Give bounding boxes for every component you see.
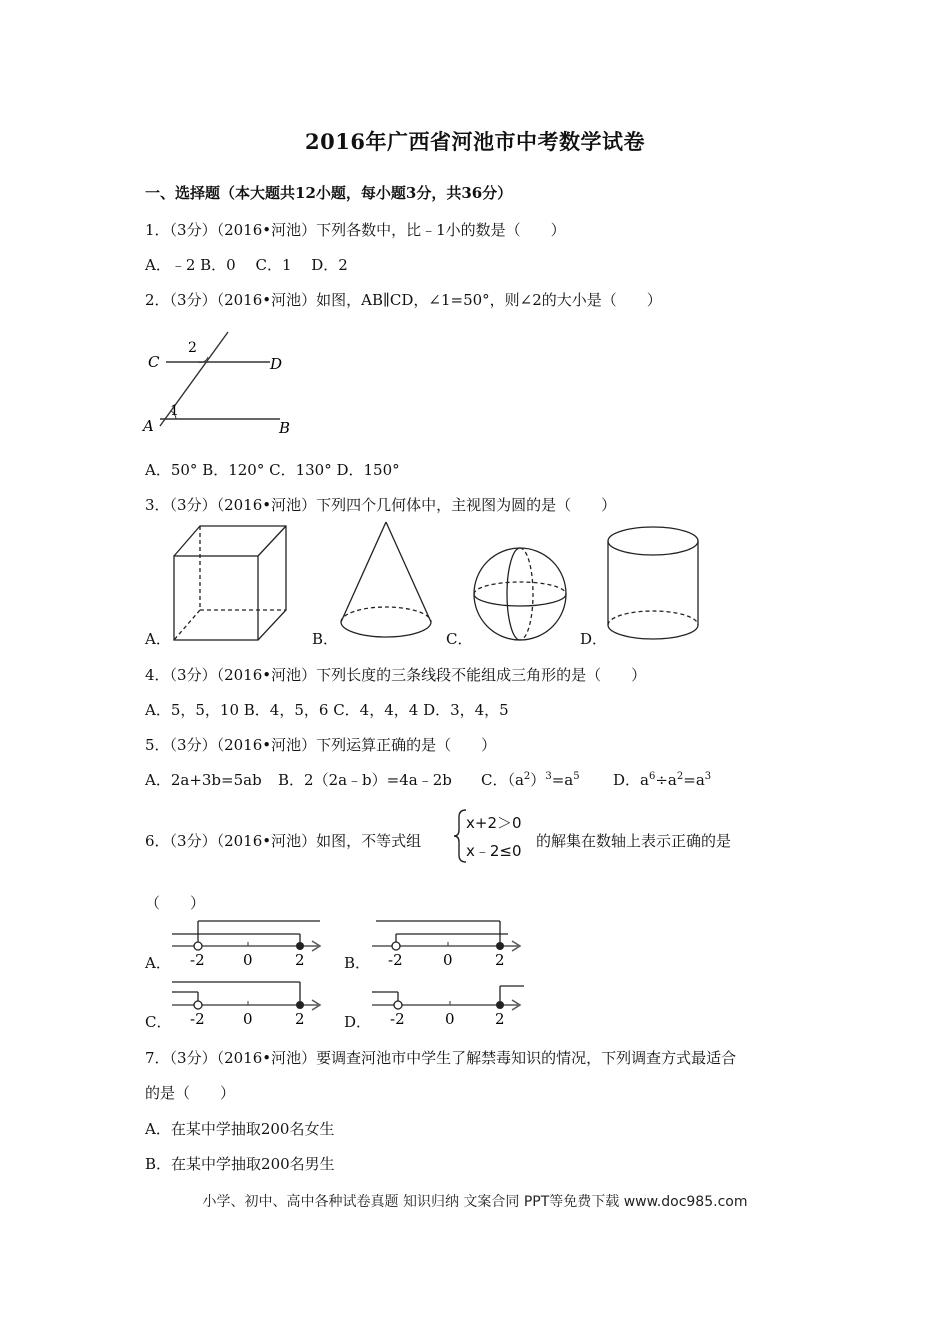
inequality-2: x﹣2≤0 [466, 842, 522, 860]
q5-option-b: B．2（2a﹣b）=4a﹣2b [278, 771, 452, 789]
question-5-stem: 5．（3分）（2016•河池）下列运算正确的是（ ） [145, 736, 497, 754]
cone-shape [341, 522, 431, 637]
inequality-1: x+2＞0 [466, 814, 522, 832]
q5-option-a: A．2a+3b=5ab [145, 771, 262, 789]
sphere-shape [474, 548, 566, 640]
question-4-options: A．5，5，10 B．4，5，6 C．4，4，4 D．3，4，5 [145, 701, 509, 719]
svg-text:-2: -2 [388, 951, 403, 967]
q3-label-b: B． [312, 630, 339, 648]
q6-label-d: D． [344, 1013, 372, 1031]
question-7-option-a: A．在某中学抽取200名女生 [145, 1120, 335, 1138]
svg-text:-2: -2 [190, 1010, 205, 1026]
question-6-stem-post: 的解集在数轴上表示正确的是 [536, 832, 732, 850]
label-b: B [279, 419, 291, 437]
q6-label-a: A． [145, 954, 171, 972]
svg-text:2: 2 [495, 1010, 505, 1026]
q6-label-c: C． [145, 1013, 172, 1031]
section-heading: 一、选择题（本大题共12小题，每小题3分，共36分） [145, 184, 513, 202]
question-2-stem: 2．（3分）（2016•河池）如图，AB∥CD，∠1=50°，则∠2的大小是（ ） [145, 291, 662, 309]
label-d: D [270, 355, 283, 373]
q5-option-c: C．$(a^2)^3=a^5$ [481, 771, 580, 789]
page-title: 2016年广西省河池市中考数学试卷 [305, 129, 645, 154]
cylinder-shape [608, 527, 698, 639]
label-c: C [148, 353, 160, 371]
svg-text:0: 0 [243, 951, 253, 967]
angle-1-label: 1 [170, 403, 179, 419]
cube-shape [174, 526, 286, 640]
question-2-options: A．50° B．120° C．130° D．150° [145, 461, 400, 479]
q3-label-c: C． [446, 630, 473, 648]
solids-figure [170, 520, 720, 645]
svg-text:0: 0 [445, 1010, 455, 1026]
question-1-stem: 1．（3分）（2016•河池）下列各数中，比﹣1小的数是（ ） [145, 221, 566, 239]
svg-text:2: 2 [295, 951, 305, 967]
svg-text:2: 2 [495, 951, 505, 967]
number-line-d [368, 974, 528, 1026]
number-line-a [168, 915, 328, 967]
q5-option-d: D．$a^6\div a^2=a^3$ [613, 771, 712, 789]
question-4-stem: 4．（3分）（2016•河池）下列长度的三条线段不能组成三角形的是（ ） [145, 666, 647, 684]
question-6-paren: （ ） [145, 894, 206, 912]
question-7-stem-line1: 7．（3分）（2016•河池）要调查河池市中学生了解禁毒知识的情况，下列调查方式最适合 [145, 1049, 737, 1067]
question-7-stem-line2: 的是（ ） [145, 1084, 236, 1102]
svg-text:2: 2 [295, 1010, 305, 1026]
svg-text:0: 0 [243, 1010, 253, 1026]
angle-2-label: 2 [188, 340, 197, 356]
question-6-stem-pre: 6．（3分）（2016•河池）如图，不等式组 [145, 832, 422, 850]
question-3-stem: 3．（3分）（2016•河池）下列四个几何体中，主视图为圆的是（ ） [145, 496, 617, 514]
number-line-b [368, 915, 528, 967]
parallel-lines-figure [140, 325, 300, 437]
q6-label-b: B． [344, 954, 371, 972]
q3-label-a: A． [145, 630, 171, 648]
number-line-c [168, 974, 328, 1026]
q3-label-d: D． [580, 630, 608, 648]
label-a: A [143, 417, 154, 435]
svg-text:-2: -2 [190, 951, 205, 967]
footer-banner: 小学、初中、高中各种试卷真题 知识归纳 文案合同 PPT等免费下载 www.doc985.com [202, 1194, 748, 1210]
svg-text:-2: -2 [390, 1010, 405, 1026]
question-7-option-b: B．在某中学抽取200名男生 [145, 1155, 335, 1173]
svg-text:0: 0 [443, 951, 453, 967]
question-1-options: A．﹣2 B．0 C．1 D．2 [145, 256, 348, 274]
